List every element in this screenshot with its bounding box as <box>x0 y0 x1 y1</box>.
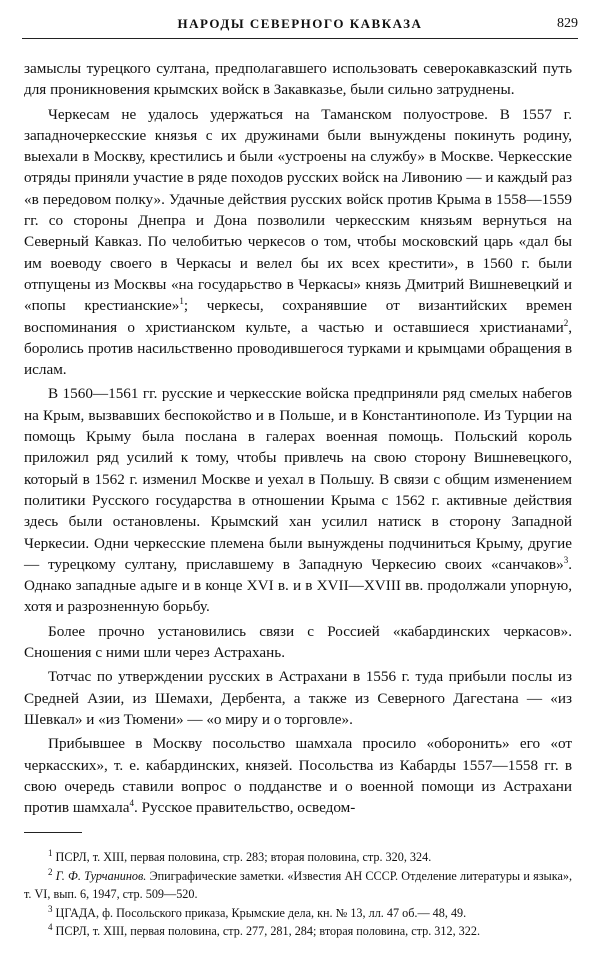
footnote-number: 3 <box>48 903 53 914</box>
footnote <box>24 867 572 904</box>
paragraph-text: Более прочно установились связи с Россией «кабардинских черкасов». Сношения с ними шли через Астрахань. <box>24 622 572 662</box>
footnote-ref[interactable]: 2 <box>563 317 569 328</box>
footnote <box>24 848 572 867</box>
running-title: НАРОДЫ СЕВЕРНОГО КАВКАЗА <box>177 16 423 31</box>
main-text <box>24 58 572 819</box>
footnote-text: ПСРЛ, т. XIII, первая половина, стр. 283; вторая половина, стр. 320, 324. <box>55 850 432 864</box>
footnote-number: 2 <box>48 866 53 877</box>
footnote <box>24 922 572 941</box>
running-header <box>22 12 578 39</box>
footnotes <box>24 848 572 941</box>
paragraph <box>24 733 572 818</box>
paragraph <box>24 621 572 664</box>
paragraph <box>24 58 572 101</box>
paragraph-text: . Однако западные адыге и в конце XVI в. и в XVII—XVIII вв. продолжали упорную, хотя и разрозненную борьбу. <box>24 555 572 616</box>
paragraph-text: В 1560—1561 гг. русские и черкесские войска предприняли ряд смелых набегов на Крым, вызвавших беспокойство и в Польше, и в Константинополе. Из Турции на помощь Крыму была послана в галерах военная помощь. Польский король приложил ряд усилий к тому, чтобы привлечь на свою сторону Вишневецкого, который в 1562 г. изменил Москве и уехал в Польшу. В связи с общим изменением политики Русского государства в отношении Крыма с 1562 г. активные действия здесь были остановлены. Крымский хан усилил натиск в сторону Западной Черкесии. Одни черкесские племена были вынуждены подчиниться Крыму, другие — турецкому султану, приславшему в Западную Черкесию своих «санчаков» <box>24 385 572 573</box>
paragraph <box>24 104 572 381</box>
paragraph-text: Черкесам не удалось удержаться на Таманском полуострове. В 1557 г. западночеркесские князья с их дружинами были вынуждены покинуть родину, выехали в Москву, крестились и были «устроены на службу» в Москве. Черкесские отряды приняли участие в ряде походов русских войск на Ливонию — и каждый раз «в передовом полку». Удачные действия русских войск против Крыма в 1558—1559 гг. со стороны Днепра и Дона позволили черкесским князьям вернуться на Северный Кавказ. По челобитью черкесов о том, чтобы московский царь «дал бы им воеводу своего в Черкасы и велел бы их всех крестити», в 1560 г. были отпущены из Москвы «на государьство в Черкасы» князь Дмитрий Вишневецкий и «попы крестианские» <box>24 105 572 315</box>
paragraph <box>24 666 572 730</box>
footnote-number: 4 <box>48 921 53 932</box>
footnote-ref[interactable]: 1 <box>179 296 184 307</box>
footnote-ref[interactable]: 4 <box>129 798 134 809</box>
paragraph-text: . Русское правительство, осведом- <box>133 799 356 817</box>
footnote-separator <box>24 832 82 833</box>
footnote <box>24 904 572 923</box>
paragraph-text: ; черкесы, сохранявшие от византийских времен воспоминания о христианском культе, а частью и оставшиеся христианами <box>24 297 573 336</box>
footnote-text: ПСРЛ, т. XIII, первая половина, стр. 277, 281, 284; вторая половина, стр. 312, 322. <box>55 924 480 938</box>
footnote-author: Г. Ф. Турчанинов. <box>55 868 147 883</box>
paragraph-text: , боролись против насильственно проводившегося турками и крымцами обращения в ислам. <box>24 318 572 379</box>
paragraph <box>24 383 572 617</box>
paragraph-text: Тотчас по утверждении русских в Астрахани в 1556 г. туда прибыли послы из Средней Азии, из Шемахи, Дербента, а также из Северного Дагестана — «из Шевкал» и «из Тюмени» — «о миру и о торговле». <box>24 668 572 728</box>
paragraph-text: Прибывшее в Москву посольство шамхала просило «оборонить» его «от черкасских», т. е. кабардинских, князей. Посольства из Кабарды 1557—1558 гг. в свою очередь ставили вопрос о подданстве и о военной помощи из Астрахани против шамхала <box>24 735 572 817</box>
footnote-number: 1 <box>48 847 53 858</box>
footnote-text: ЦГАДА, ф. Посольского приказа, Крымские дела, кн. № 13, лл. 47 об.— 48, 49. <box>55 905 467 920</box>
footnote-ref[interactable]: 3 <box>563 554 569 565</box>
paragraph-text: замыслы турецкого султана, предполагавшего использовать северокавказский путь для проникновения крымских войск в Закавказье, были сильно затруднены. <box>24 60 572 99</box>
footnote-text: Эпиграфические заметки. «Известия АН СССР. Отделение литературы и языка», т. VI, вып. 6, 1947, стр. 509—520. <box>24 868 573 901</box>
page-number: 829 <box>557 16 578 31</box>
